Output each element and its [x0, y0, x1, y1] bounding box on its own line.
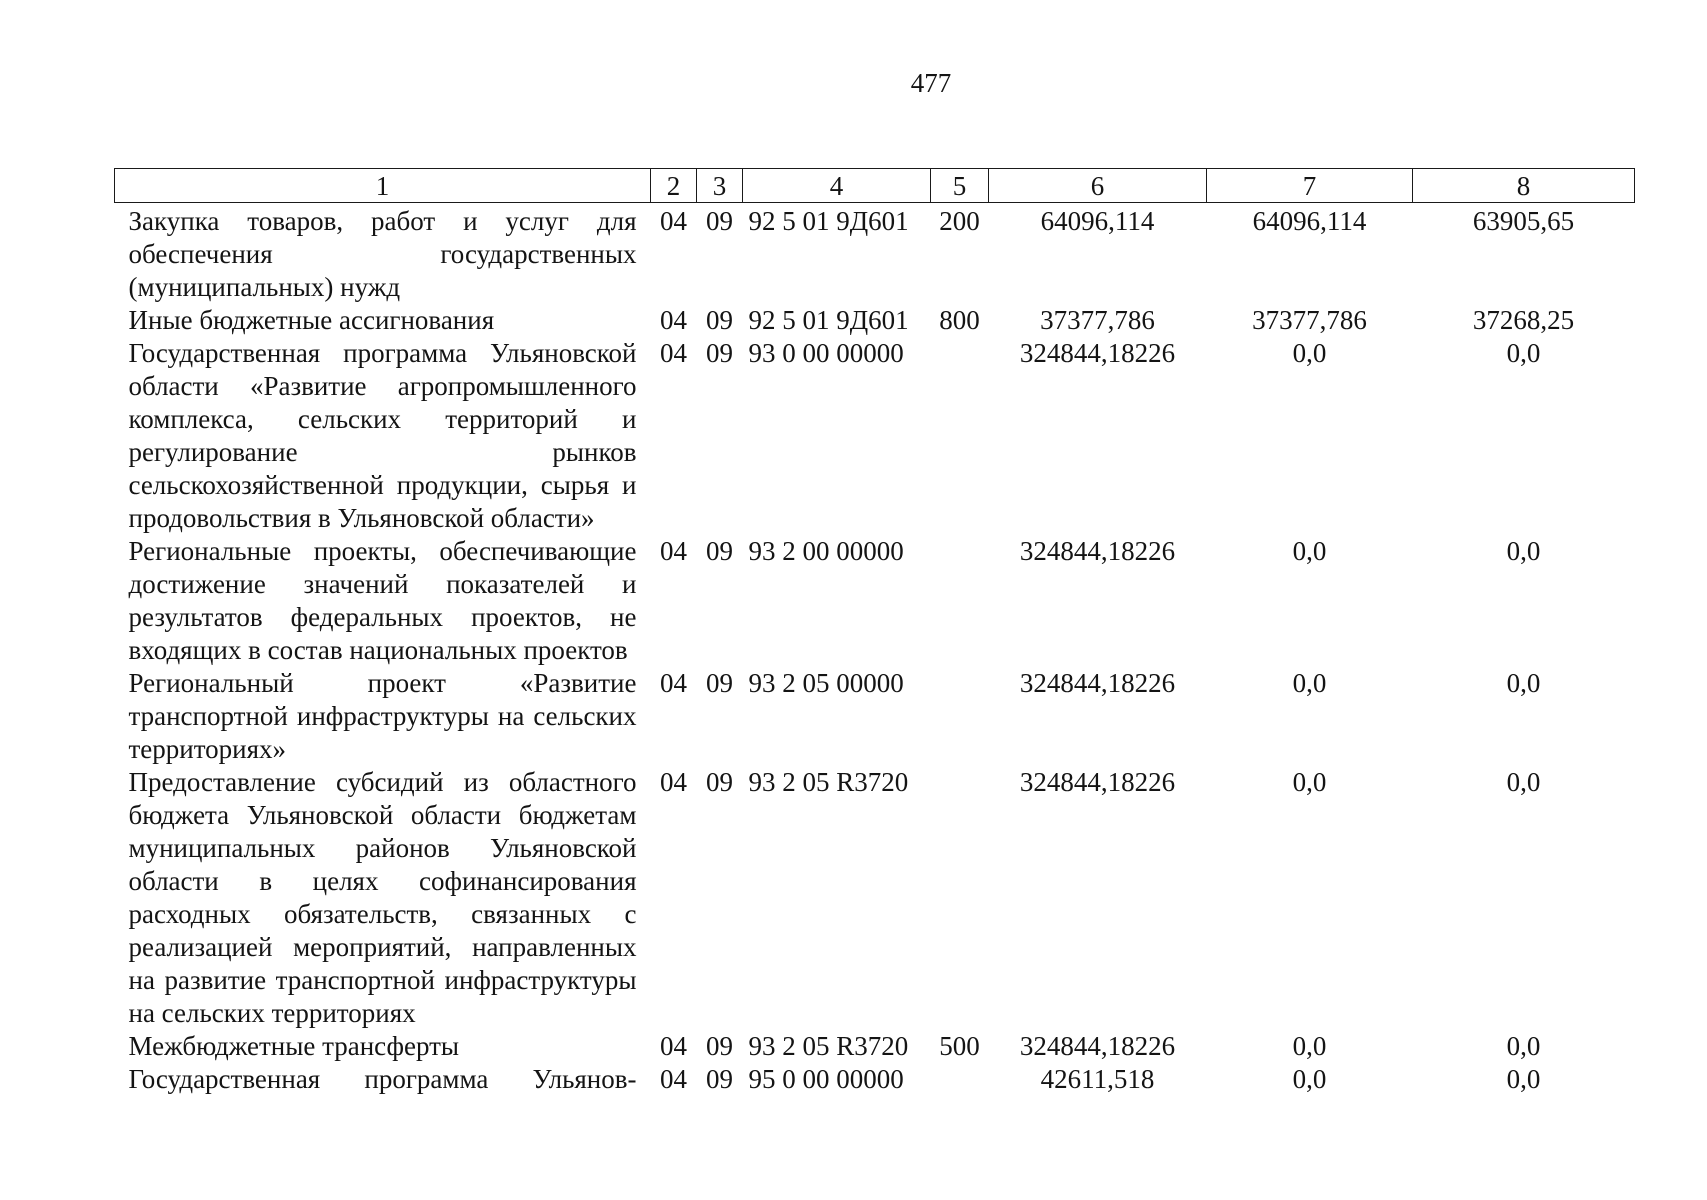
- row-name: Региональный проект «Развитие транспортной инфраструктуры на сельских территориях»: [128, 668, 637, 764]
- budget-table: [114, 168, 1635, 1096]
- row-subsection: 09: [706, 767, 733, 797]
- row-target-code: 93 2 05 R3720: [748, 767, 909, 797]
- row-expense-type: [931, 535, 989, 667]
- row-target-code: 92 5 01 9Д601: [748, 206, 909, 236]
- row-section: 04: [660, 536, 687, 566]
- row-amount-col6: 324844,18226: [1019, 668, 1176, 698]
- table-body: [115, 203, 1635, 1097]
- row-target-code: 92 5 01 9Д601: [748, 305, 909, 335]
- header-cell-2: 2: [651, 169, 697, 203]
- row-section: 04: [660, 1031, 687, 1061]
- row-target-code: 93 2 00 00000: [748, 536, 904, 566]
- header-row: [115, 169, 1635, 203]
- row-amount-col6: 37377,786: [1040, 305, 1155, 335]
- row-amount-col8: 0,0: [1506, 1064, 1541, 1094]
- row-name: Иные бюджетные ассигнования: [128, 305, 495, 335]
- row-section: 04: [660, 338, 687, 368]
- row-name: Государственная программа Ульяновской области «Развитие агропромышленного комплекса, сельских территорий и регулирование рынков сельскохозяйственной продукции, сырья и продовольствия в Ульяновской области»: [128, 338, 637, 533]
- row-amount-col7: 0,0: [1292, 1064, 1327, 1094]
- row-amount-col8: 63905,65: [1472, 206, 1575, 236]
- row-target-code: 93 2 05 00000: [748, 668, 904, 698]
- table-row: [115, 667, 1635, 766]
- row-expense-type: [931, 667, 989, 766]
- row-amount-col8: 0,0: [1506, 1031, 1541, 1061]
- header-cell-3: 3: [697, 169, 743, 203]
- row-subsection: 09: [706, 338, 733, 368]
- row-expense-type: [931, 766, 989, 1030]
- row-amount-col7: 37377,786: [1252, 305, 1367, 335]
- row-section: 04: [660, 206, 687, 236]
- header-cell-1: 1: [115, 169, 651, 203]
- row-expense-type: [931, 337, 989, 535]
- row-amount-col6: 324844,18226: [1019, 536, 1176, 566]
- row-name: Закупка товаров, работ и услуг для обеспечения государственных (муниципальных) нужд: [128, 206, 637, 302]
- header-cell-4: 4: [743, 169, 931, 203]
- row-amount-col8: 0,0: [1506, 338, 1541, 368]
- row-section: 04: [660, 767, 687, 797]
- row-name: Предоставление субсидий из областного бюджета Ульяновской области бюджетам муниципальных районов Ульяновской области в целях софинансирования расходных обязательств, связанных с реализацией мероприятий, направленных на развитие транспортной инфраструктуры на сельских территориях: [128, 767, 637, 1028]
- row-amount-col8: 0,0: [1506, 536, 1541, 566]
- row-subsection: 09: [706, 668, 733, 698]
- row-subsection: 09: [706, 1031, 733, 1061]
- table-row: [115, 1030, 1635, 1063]
- header-cell-7: 7: [1207, 169, 1413, 203]
- row-target-code: 93 0 00 00000: [748, 338, 904, 368]
- row-subsection: 09: [706, 1064, 733, 1094]
- row-expense-type: [931, 1063, 989, 1096]
- row-amount-col8: 37268,25: [1472, 305, 1575, 335]
- row-amount-col6: 324844,18226: [1019, 1031, 1176, 1061]
- row-expense-type: 500: [939, 1031, 980, 1061]
- row-subsection: 09: [706, 305, 733, 335]
- row-amount-col7: 0,0: [1292, 536, 1327, 566]
- row-name: Межбюджетные трансферты: [128, 1031, 460, 1061]
- row-amount-col7: 0,0: [1292, 668, 1327, 698]
- header-cell-8: 8: [1413, 169, 1635, 203]
- row-expense-type: 800: [939, 305, 980, 335]
- row-amount-col6: 64096,114: [1040, 206, 1155, 236]
- row-expense-type: 200: [939, 206, 980, 236]
- header-cell-6: 6: [989, 169, 1207, 203]
- row-name: Региональные проекты, обеспечивающие достижение значений показателей и результатов федеральных проектов, не входящих в состав национальных проектов: [128, 536, 637, 665]
- table-row: [115, 535, 1635, 667]
- table-header: [115, 169, 1635, 203]
- row-amount-col6: 324844,18226: [1019, 338, 1176, 368]
- table-row: [115, 203, 1635, 305]
- row-amount-col8: 0,0: [1506, 668, 1541, 698]
- row-amount-col7: 0,0: [1292, 767, 1327, 797]
- row-section: 04: [660, 305, 687, 335]
- row-section: 04: [660, 1064, 687, 1094]
- row-amount-col6: 324844,18226: [1019, 767, 1176, 797]
- table-row: [115, 1063, 1635, 1096]
- row-target-code: 93 2 05 R3720: [748, 1031, 909, 1061]
- row-subsection: 09: [706, 536, 733, 566]
- row-amount-col7: 0,0: [1292, 1031, 1327, 1061]
- row-amount-col8: 0,0: [1506, 767, 1541, 797]
- row-section: 04: [660, 668, 687, 698]
- row-subsection: 09: [706, 206, 733, 236]
- page-number: 477: [910, 68, 952, 98]
- header-cell-5: 5: [931, 169, 989, 203]
- row-amount-col6: 42611,518: [1040, 1064, 1155, 1094]
- table-row: [115, 304, 1635, 337]
- row-target-code: 95 0 00 00000: [748, 1064, 904, 1094]
- table-row: [115, 337, 1635, 535]
- row-amount-col7: 0,0: [1292, 338, 1327, 368]
- row-amount-col7: 64096,114: [1252, 206, 1367, 236]
- table-row: [115, 766, 1635, 1030]
- row-name: Государственная программа Ульянов-: [128, 1064, 637, 1094]
